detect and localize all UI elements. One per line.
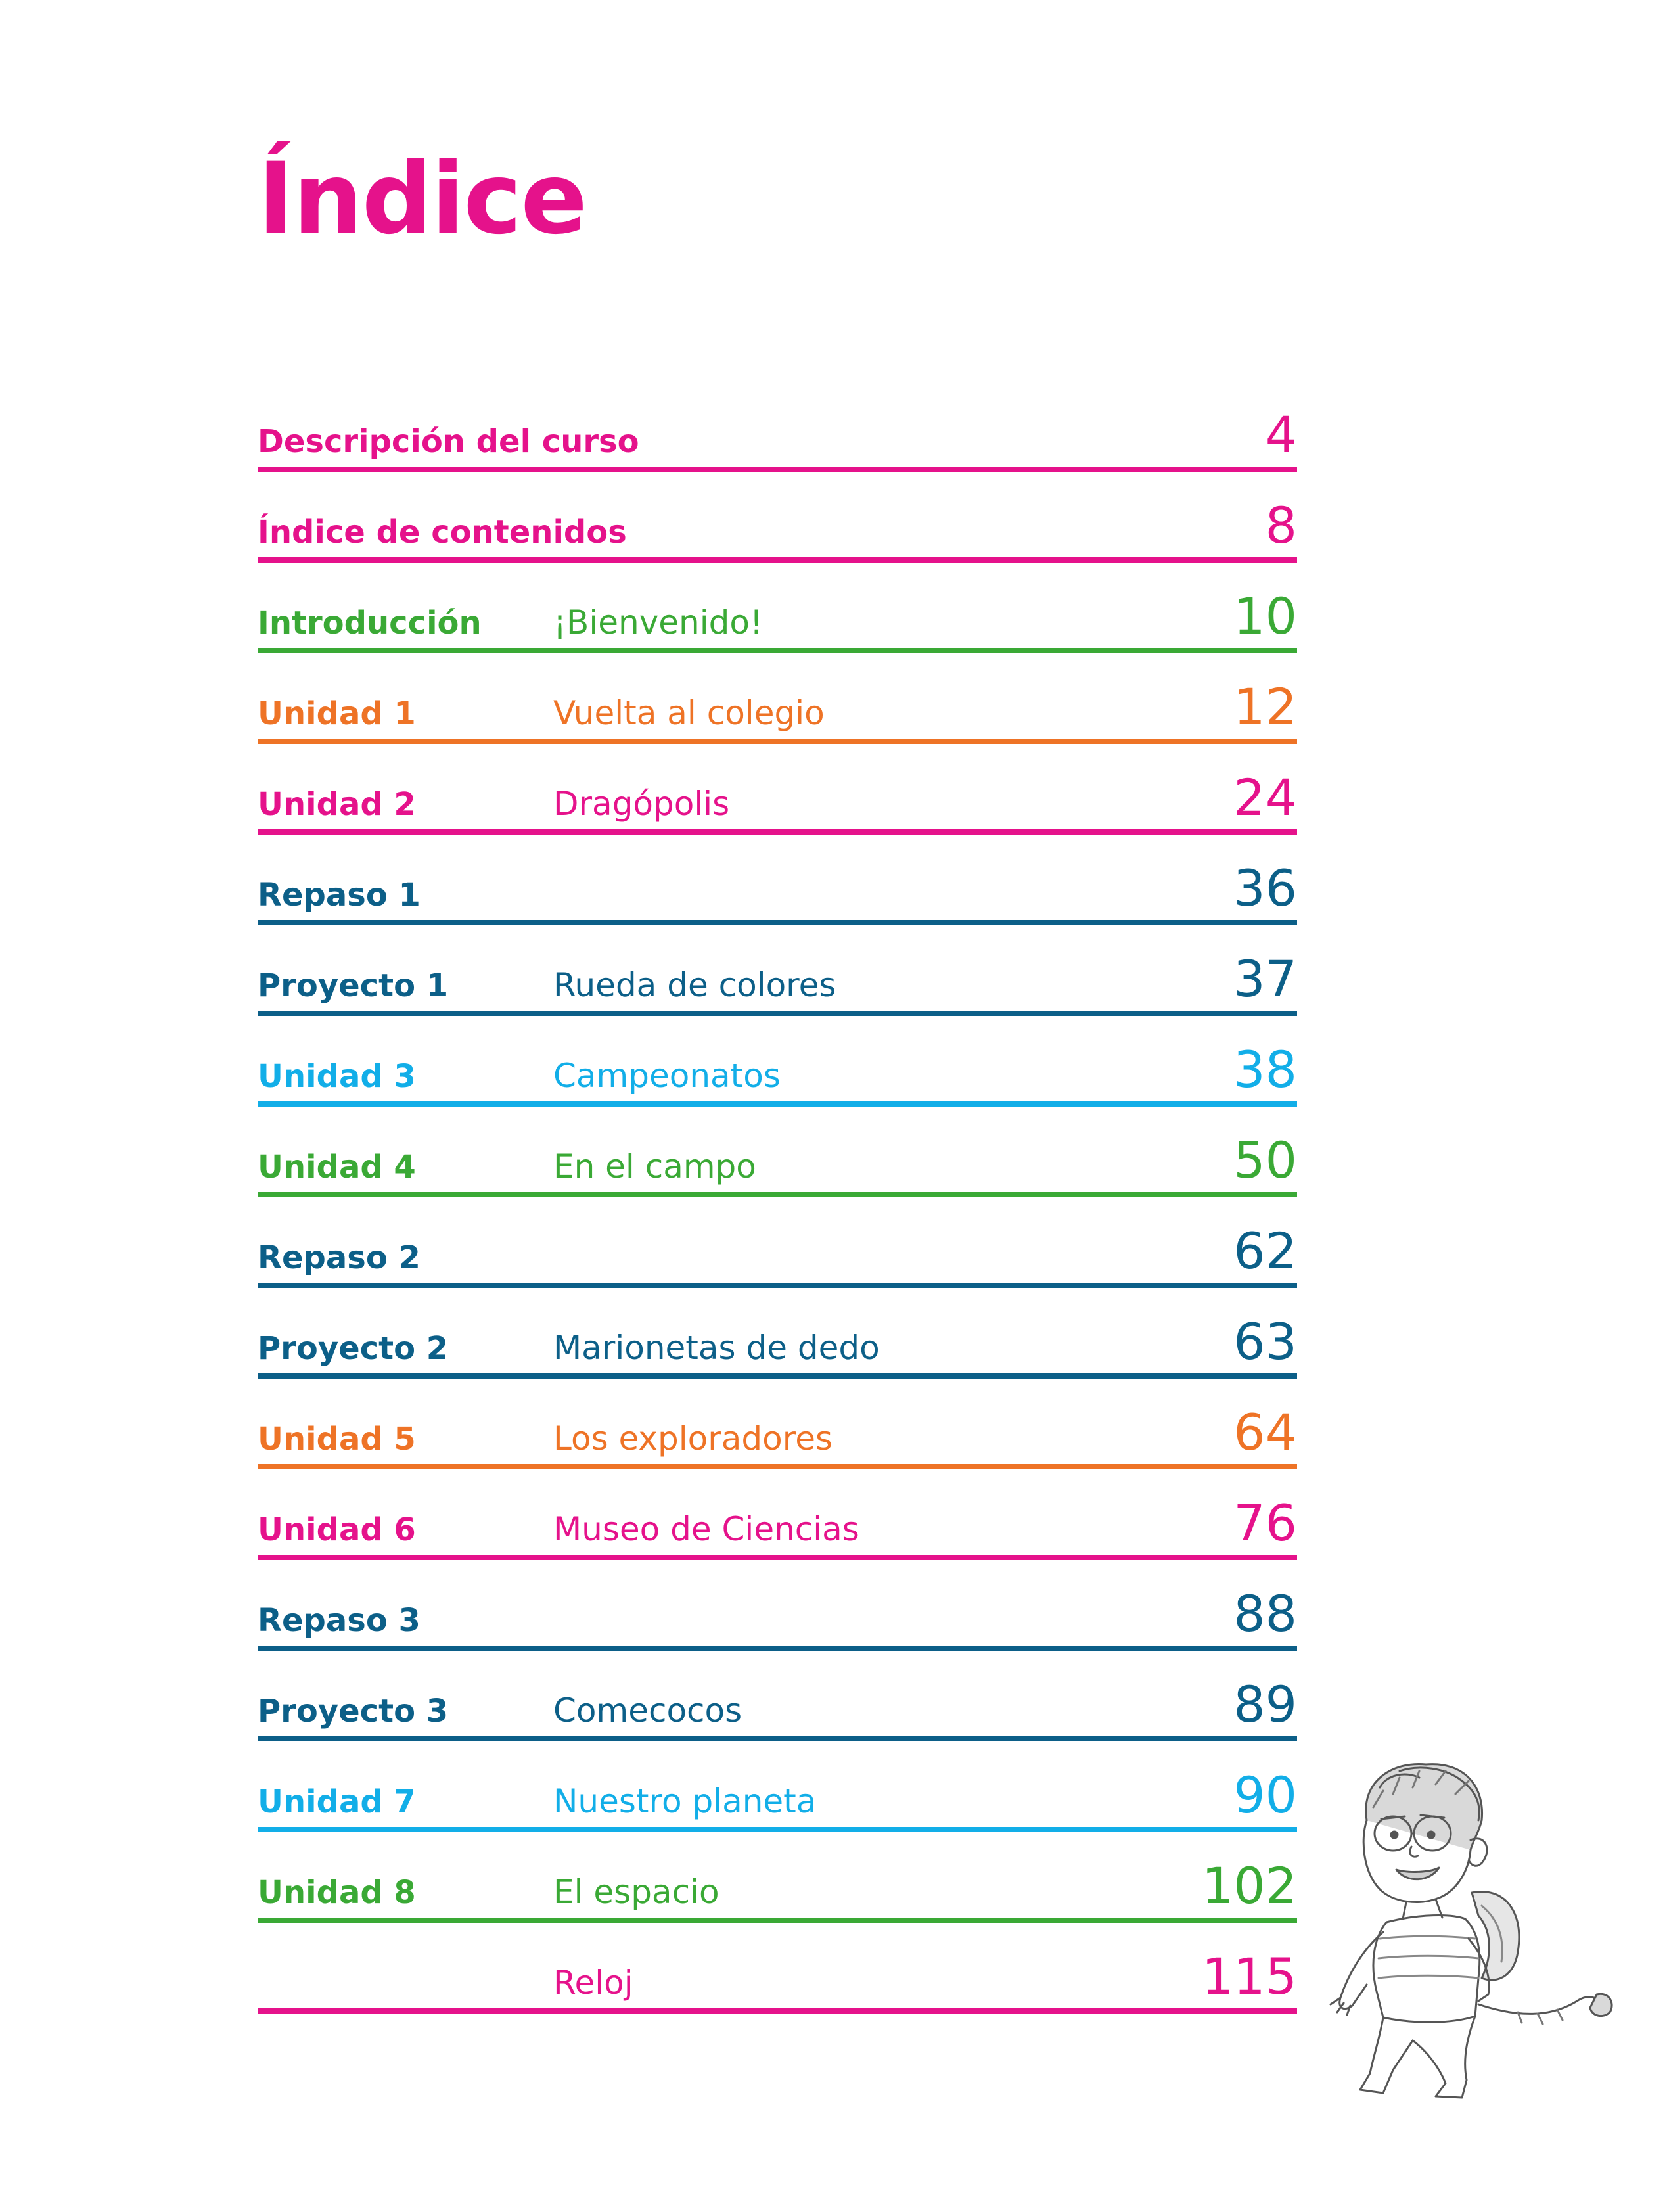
toc-row-title: En el campo: [553, 1147, 756, 1186]
toc-row-page-number: 115: [1201, 1947, 1297, 2006]
toc-row-unidad-3[interactable]: [258, 1016, 1297, 1107]
toc-row-title: El espacio: [553, 1873, 719, 1911]
toc-row-label: Introducción: [258, 605, 482, 641]
toc-row-label: Unidad 4: [258, 1149, 416, 1186]
toc-row-page-number: 63: [1233, 1312, 1297, 1371]
toc-row-proyecto-1[interactable]: [258, 925, 1297, 1016]
toc-row-title: ¡Bienvenido!: [553, 603, 763, 641]
table-of-contents: [258, 381, 1297, 2014]
toc-row-page-number: 89: [1233, 1675, 1297, 1734]
toc-row-label: Proyecto 3: [258, 1693, 449, 1730]
toc-row-label: Repaso 3: [258, 1602, 421, 1639]
toc-row-label: Unidad 6: [258, 1511, 416, 1548]
toc-row-title: Museo de Ciencias: [553, 1510, 859, 1548]
toc-row-title: Rueda de colores: [553, 966, 836, 1004]
toc-row-title: Los exploradores: [553, 1419, 833, 1458]
toc-row-title: Marionetas de dedo: [553, 1329, 880, 1367]
toc-row-label: Unidad 7: [258, 1784, 416, 1820]
toc-row-introduccion[interactable]: [258, 563, 1297, 653]
toc-row-page-number: 37: [1233, 950, 1297, 1008]
toc-row-repaso-2[interactable]: [258, 1197, 1297, 1288]
toc-row-label: Proyecto 1: [258, 967, 449, 1004]
toc-row-page-number: 62: [1233, 1222, 1297, 1280]
toc-row-page-number: 76: [1233, 1494, 1297, 1552]
toc-row-page-number: 50: [1233, 1131, 1297, 1189]
toc-row-label: Unidad 8: [258, 1874, 416, 1911]
toc-row-page-number: 36: [1233, 859, 1297, 917]
toc-row-descripcion[interactable]: [258, 381, 1297, 472]
toc-row-page-number: 38: [1233, 1040, 1297, 1099]
toc-row-title: Dragópolis: [553, 785, 730, 823]
toc-row-unidad-6[interactable]: [258, 1469, 1297, 1560]
toc-row-label: Repaso 1: [258, 877, 421, 913]
toc-row-unidad-7[interactable]: [258, 1741, 1297, 1832]
toc-row-indice[interactable]: [258, 472, 1297, 563]
toc-row-unidad-8[interactable]: [258, 1832, 1297, 1923]
toc-row-unidad-1[interactable]: [258, 653, 1297, 744]
page-title: Índice: [258, 142, 587, 256]
toc-row-page-number: 90: [1233, 1766, 1297, 1824]
toc-row-page-number: 8: [1265, 496, 1297, 555]
toc-row-title: Reloj: [553, 1964, 633, 2002]
toc-row-label: Descripción del curso: [258, 423, 639, 460]
toc-row-page-number: 10: [1233, 587, 1297, 645]
toc-row-title: Campeonatos: [553, 1057, 781, 1095]
toc-row-label: Unidad 1: [258, 695, 416, 732]
toc-row-page-number: 24: [1233, 768, 1297, 827]
toc-row-title: Nuestro planeta: [553, 1782, 817, 1820]
toc-row-page-number: 64: [1233, 1403, 1297, 1462]
toc-row-repaso-1[interactable]: [258, 835, 1297, 925]
toc-row-unidad-4[interactable]: [258, 1107, 1297, 1197]
toc-row-label: Unidad 5: [258, 1421, 416, 1458]
toc-row-page-number: 88: [1233, 1584, 1297, 1643]
toc-row-title: Vuelta al colegio: [553, 694, 825, 732]
toc-row-reloj[interactable]: [258, 1923, 1297, 2014]
toc-row-page-number: 4: [1265, 405, 1297, 464]
toc-row-title: Comecocos: [553, 1692, 742, 1730]
toc-row-unidad-2[interactable]: [258, 744, 1297, 835]
toc-row-unidad-5[interactable]: [258, 1379, 1297, 1469]
toc-row-page-number: 12: [1233, 678, 1297, 736]
toc-row-label: Repaso 2: [258, 1239, 421, 1276]
toc-row-label: Unidad 2: [258, 786, 416, 823]
toc-row-proyecto-2[interactable]: [258, 1288, 1297, 1379]
toc-row-label: Índice de contenidos: [258, 514, 627, 551]
toc-row-page-number: 102: [1201, 1856, 1297, 1915]
dragon-boy-sketch-icon: [1321, 1741, 1616, 2109]
toc-row-proyecto-3[interactable]: [258, 1651, 1297, 1741]
toc-row-label: Unidad 3: [258, 1058, 416, 1095]
toc-row-repaso-3[interactable]: [258, 1560, 1297, 1651]
toc-row-label: Proyecto 2: [258, 1330, 449, 1367]
